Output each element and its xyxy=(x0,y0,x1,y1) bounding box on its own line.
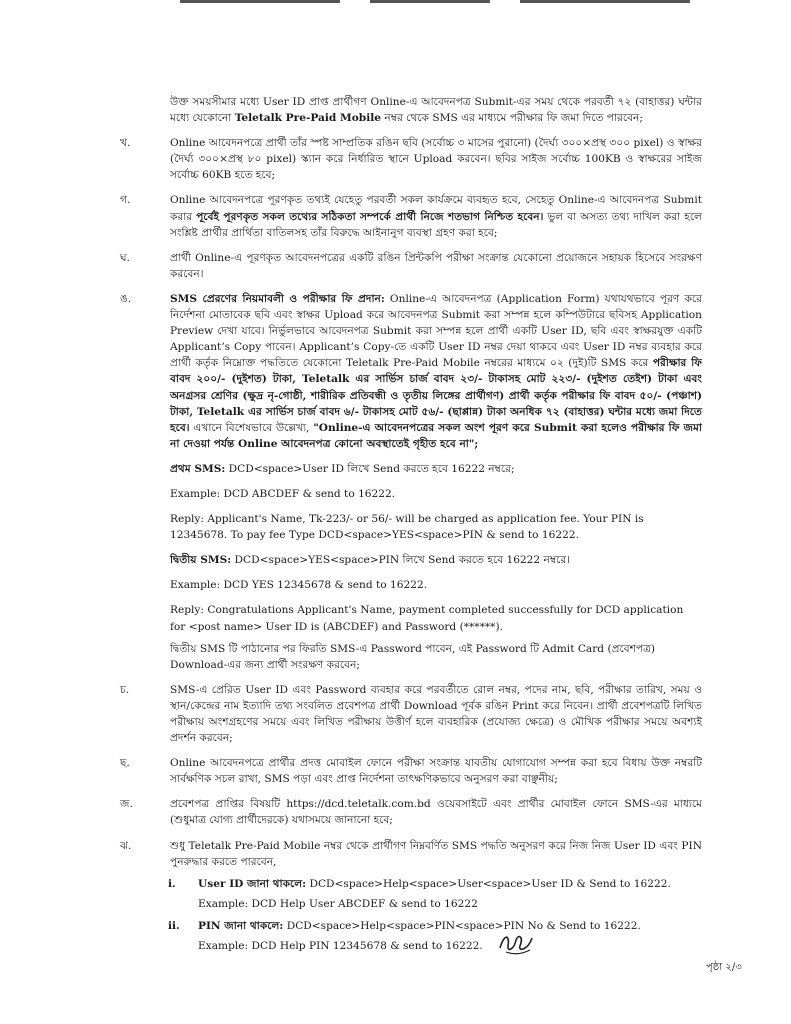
item-label-jha: ঝ. xyxy=(120,839,132,852)
paragraph-intro xyxy=(120,94,702,126)
user-id-heading: User ID জানা থাকলে: xyxy=(198,877,307,890)
item-text-cha: Online আবেদনপত্রে প্রার্থীর প্রদত্ত মোবাইল ফোনে পরীক্ষা সংক্রান্ত যাবতীয় যোগাযোগ সম্পন্ন করা হবে বিধায় উক্ত নম্বরটি সার্বক্ষণিক সচল রাখা, SMS পড়া এবং প্রাপ্ত নির্দেশনা তাৎক্ষণিকভাবে অনুসরণ করা বাঞ্ছনীয়; xyxy=(170,757,702,786)
second-sms-text: DCD<space>YES<space>PIN লিখে Send করতে হবে 16222 নম্বরে। xyxy=(231,554,570,567)
first-sms-example: Example: DCD ABCDEF & send to 16222. xyxy=(170,487,396,500)
item-label-kha: খ. xyxy=(120,137,131,150)
paragraph-ga xyxy=(120,192,702,240)
sub-item-label-ii: ii. xyxy=(168,919,180,932)
item-text-ja: প্রবেশপত্র প্রাপ্তির বিষয়টি https://dcd.teletalk.com.bd ওয়েবসাইটে এবং প্রার্থীর মোবাইল ফোনে SMS-এর মাধ্যমে (শুধুমাত্র যোগ্য প্রার্থীদেরকে) যথাসময়ে জানানো হবে; xyxy=(170,798,702,827)
item-label-ga: গ. xyxy=(120,194,131,207)
user-id-command: DCD<space>Help<space>User<space>User ID & Send to 16222. xyxy=(306,877,671,890)
intro-text-a: উক্ত সময়সীমার মধ্যে User ID প্রাপ্ত প্রার্থীগণ Online-এ আবেদনপত্র Submit-এর সময় থেকে পরবর্তী ৭২ (বাহাত্তর) ঘন্টার মধ্যে যেকোনো xyxy=(170,96,702,125)
paragraph-ca xyxy=(120,682,702,746)
umo-text-b: এখানে বিশেষভাবে উল্লেখ্য, xyxy=(189,421,314,434)
submission-warning-bold: "Online-এ আবেদনপত্রের সকল অংশ পূরণ করে Submit করা হলেও পরীক্ষার ফি জমা না দেওয়া পর্যন্ত Online আবেদনপত্র কোনো অবস্থাতেই গৃহীত হবে না"; xyxy=(170,421,702,450)
user-id-example: Example: DCD Help User ABCDEF & send to 16222 xyxy=(198,897,478,910)
item-text-jha: শুধু Teletalk Pre-Paid Mobile নম্বর থেকে প্রার্থীগণ নিম্নবর্ণিত SMS পদ্ধতি অনুসরণ করে নিজ নিজ User ID এবং PIN পুনরুদ্ধার করতে পারবেন, xyxy=(170,839,702,868)
fee-details-bold: পরীক্ষার ফি বাবদ ২০০/- (দুইশত) টাকা, Teletalk এর সার্ভিস চার্জ বাবদ ২৩/- টাকাসহ মোট ২২৩/- (দুইশত তেইশ) টাকা এবং অনগ্রসর শ্রেণির (ক্ষুদ্র নৃ-গোষ্ঠী, শারীরিক প্রতিবন্ধী ও তৃতীয় লিঙ্গের প্রার্থীগণ) প্রার্থী কর্তৃক পরীক্ষার ফি বাবদ ৫০/- (পঞ্চাশ) টাকা, Teletalk এর সার্ভিস চার্জ বাবদ ৬/- টাকাসহ মোট ৫৬/- (ছাপ্পান্ন) টাকা অনধিক ৭২ (বাহাত্তর) ঘন্টার মধ্যে জমা দিতে হবে। xyxy=(170,357,702,434)
handwritten-signature xyxy=(496,928,536,958)
sub-item-user-id xyxy=(120,876,702,912)
item-label-gha: ঘ. xyxy=(120,251,130,264)
paragraph-umo xyxy=(120,291,702,452)
paragraph-gha xyxy=(120,250,702,282)
paragraph-kha xyxy=(120,135,702,183)
second-sms-label: দ্বিতীয় SMS: xyxy=(170,554,232,567)
paragraph-cha xyxy=(120,755,702,787)
item-text-gha: প্রার্থী Online-এ পূরণকৃত আবেদনপত্রের একটি রঙিন প্রিন্টকপি পরীক্ষা সংক্রান্ত যেকোনো প্রয়োজনে সহায়ক হিসেবে সংরক্ষণ করবেন। xyxy=(170,251,702,280)
sms-rules-heading: SMS প্রেরণের নিয়মাবলী ও পরীক্ষার ফি প্রদান: xyxy=(170,292,385,305)
pin-command: DCD<space>Help<space>PIN<space>PIN No & Send to 16222. xyxy=(283,919,641,932)
paragraph-jha xyxy=(120,838,702,870)
document-body xyxy=(120,94,702,954)
pin-example: Example: DCD Help PIN 12345678 & send to 16222. xyxy=(198,940,483,953)
scan-top-edge xyxy=(180,0,740,6)
ga-text-bold: পূর্বেই পূরণকৃত সকল তথ্যের সঠিকতা সম্পর্কে প্রার্থী নিজে শতভাগ নিশ্চিত হবেন। xyxy=(196,210,544,223)
ga-text-a: Online আবেদনপত্রে পূরণকৃত তথ্যই যেহেতু পরবর্তী সকল কার্যক্রমে ব্যবহৃত হবে, সেহেতু Online-এ আবেদনপত্র Submit করার xyxy=(170,194,702,223)
item-label-ja: জ. xyxy=(120,798,133,811)
item-label-cha: ছ. xyxy=(120,757,130,770)
paragraph-ja xyxy=(120,796,702,828)
sub-item-label-i: i. xyxy=(168,877,176,890)
second-sms-reply: Reply: Congratulations Applicant's Name, payment completed successfully for DCD application for <post name> User ID is (ABCDEF) and Password (******). xyxy=(170,604,684,633)
intro-text-bold: Teletalk Pre-Paid Mobile xyxy=(234,112,382,125)
first-sms-label: প্রথম SMS: xyxy=(170,462,226,475)
second-sms-example: Example: DCD YES 12345678 & send to 16222. xyxy=(170,579,428,592)
intro-text-b: নম্বর থেকে SMS এর মাধ্যমে পরীক্ষার ফি জমা দিতে পারবেন; xyxy=(381,112,643,125)
item-label-umo: ঙ. xyxy=(120,292,132,305)
item-text-ca: SMS-এ প্রেরিত User ID এবং Password ব্যবহার করে পরবর্তীতে রোল নম্বর, পদের নাম, ছবি, পরীক্ষার তারিখ, সময় ও স্থান/কেন্দ্রের নাম ইত্যাদি তথ্য সংবলিত প্রবেশপত্র প্রার্থী Download পূর্বক রঙিন Print করে নিবেন। প্রার্থী প্রবেশপত্রটি লিখিত পরীক্ষায় অংশগ্রহণের সময়ে এবং লিখিত পরীক্ষায় উত্তীর্ণ হলে ব্যবহারিক (প্রযোজ্য ক্ষেত্রে) ও মৌখিক পরীক্ষার সময়ে অবশ্যই প্রদর্শন করবেন; xyxy=(170,683,702,745)
first-sms-text: DCD<space>User ID লিখে Send করতে হবে 16222 নম্বরে; xyxy=(225,462,515,475)
password-note: দ্বিতীয় SMS টি পাঠানোর পর ফিরতি SMS-এ Password পাবেন, এই Password টি Admit Card (প্রবেশপত্র) Download-এর জন্য প্রার্থী সংরক্ষণ করবেন; xyxy=(170,642,656,671)
page-number: পৃষ্ঠা ২/৩ xyxy=(706,962,742,973)
umo-text-a: Online-এ আবেদনপত্র (Application Form) যথাযথভাবে পূরণ করে নির্দেশনা মোতাবেক ছবি এবং স্বাক্ষর Upload করে আবেদনপত্র Submit করা সম্পন্ন হলে কম্পিউটারে ছবিসহ Application Preview দেখা যাবে। নির্ভুলভাবে আবেদনপত্র Submit করা সম্পন্ন হলে প্রার্থী একটি User ID, ছবি এবং স্বাক্ষরযুক্ত একটি Applicant’s Copy পাবেন। Applicant’s Copy-তে একটি User ID নম্বর দেয়া থাকবে এবং User ID নম্বর ব্যবহার করে প্রার্থী কর্তৃক নিম্নোক্ত পদ্ধতিতে যেকোনো Teletalk Pre-Paid Mobile নম্বরের মাধ্যমে ০২ (দুই)টি SMS করে xyxy=(170,292,703,370)
item-text-kha: Online আবেদনপত্রে প্রার্থী তাঁর স্পষ্ট সাম্প্রতিক রঙিন ছবি (সর্বোচ্চ ৩ মাসের পুরানো) (দৈর্ঘ্য ৩০০×প্রস্থ ৩০০ pixel) ও স্বাক্ষর (দৈর্ঘ্য ৩০০×প্রস্থ ৮০ pixel) স্ক্যান করে নির্ধারিত স্থানে Upload করবেন। ছবির সাইজ সর্বোচ্চ 100KB ও স্বাক্ষরের সাইজ সর্বোচ্চ 60KB হতে হবে; xyxy=(170,137,702,182)
item-label-ca: চ. xyxy=(120,683,130,696)
sub-item-pin xyxy=(120,918,702,954)
first-sms-reply: Reply: Applicant's Name, Tk-223/- or 56/- will be charged as application fee. Your PIN is 12345678. To pay fee Type DCD<space>YES<space>PIN & send to 16222. xyxy=(170,513,644,542)
pin-heading: PIN জানা থাকলে: xyxy=(198,919,284,932)
ga-text-b: ভুল বা অসত্য তথ্য দাখিল করা হলে সংশ্লিষ্ট প্রার্থীর প্রার্থিতা বাতিলসহ তাঁর বিরুদ্ধে আইনানুগ ব্যবস্থা গ্রহণ করা হবে; xyxy=(170,210,702,239)
first-sms-instruction xyxy=(120,461,702,477)
second-sms-instruction xyxy=(120,552,702,568)
